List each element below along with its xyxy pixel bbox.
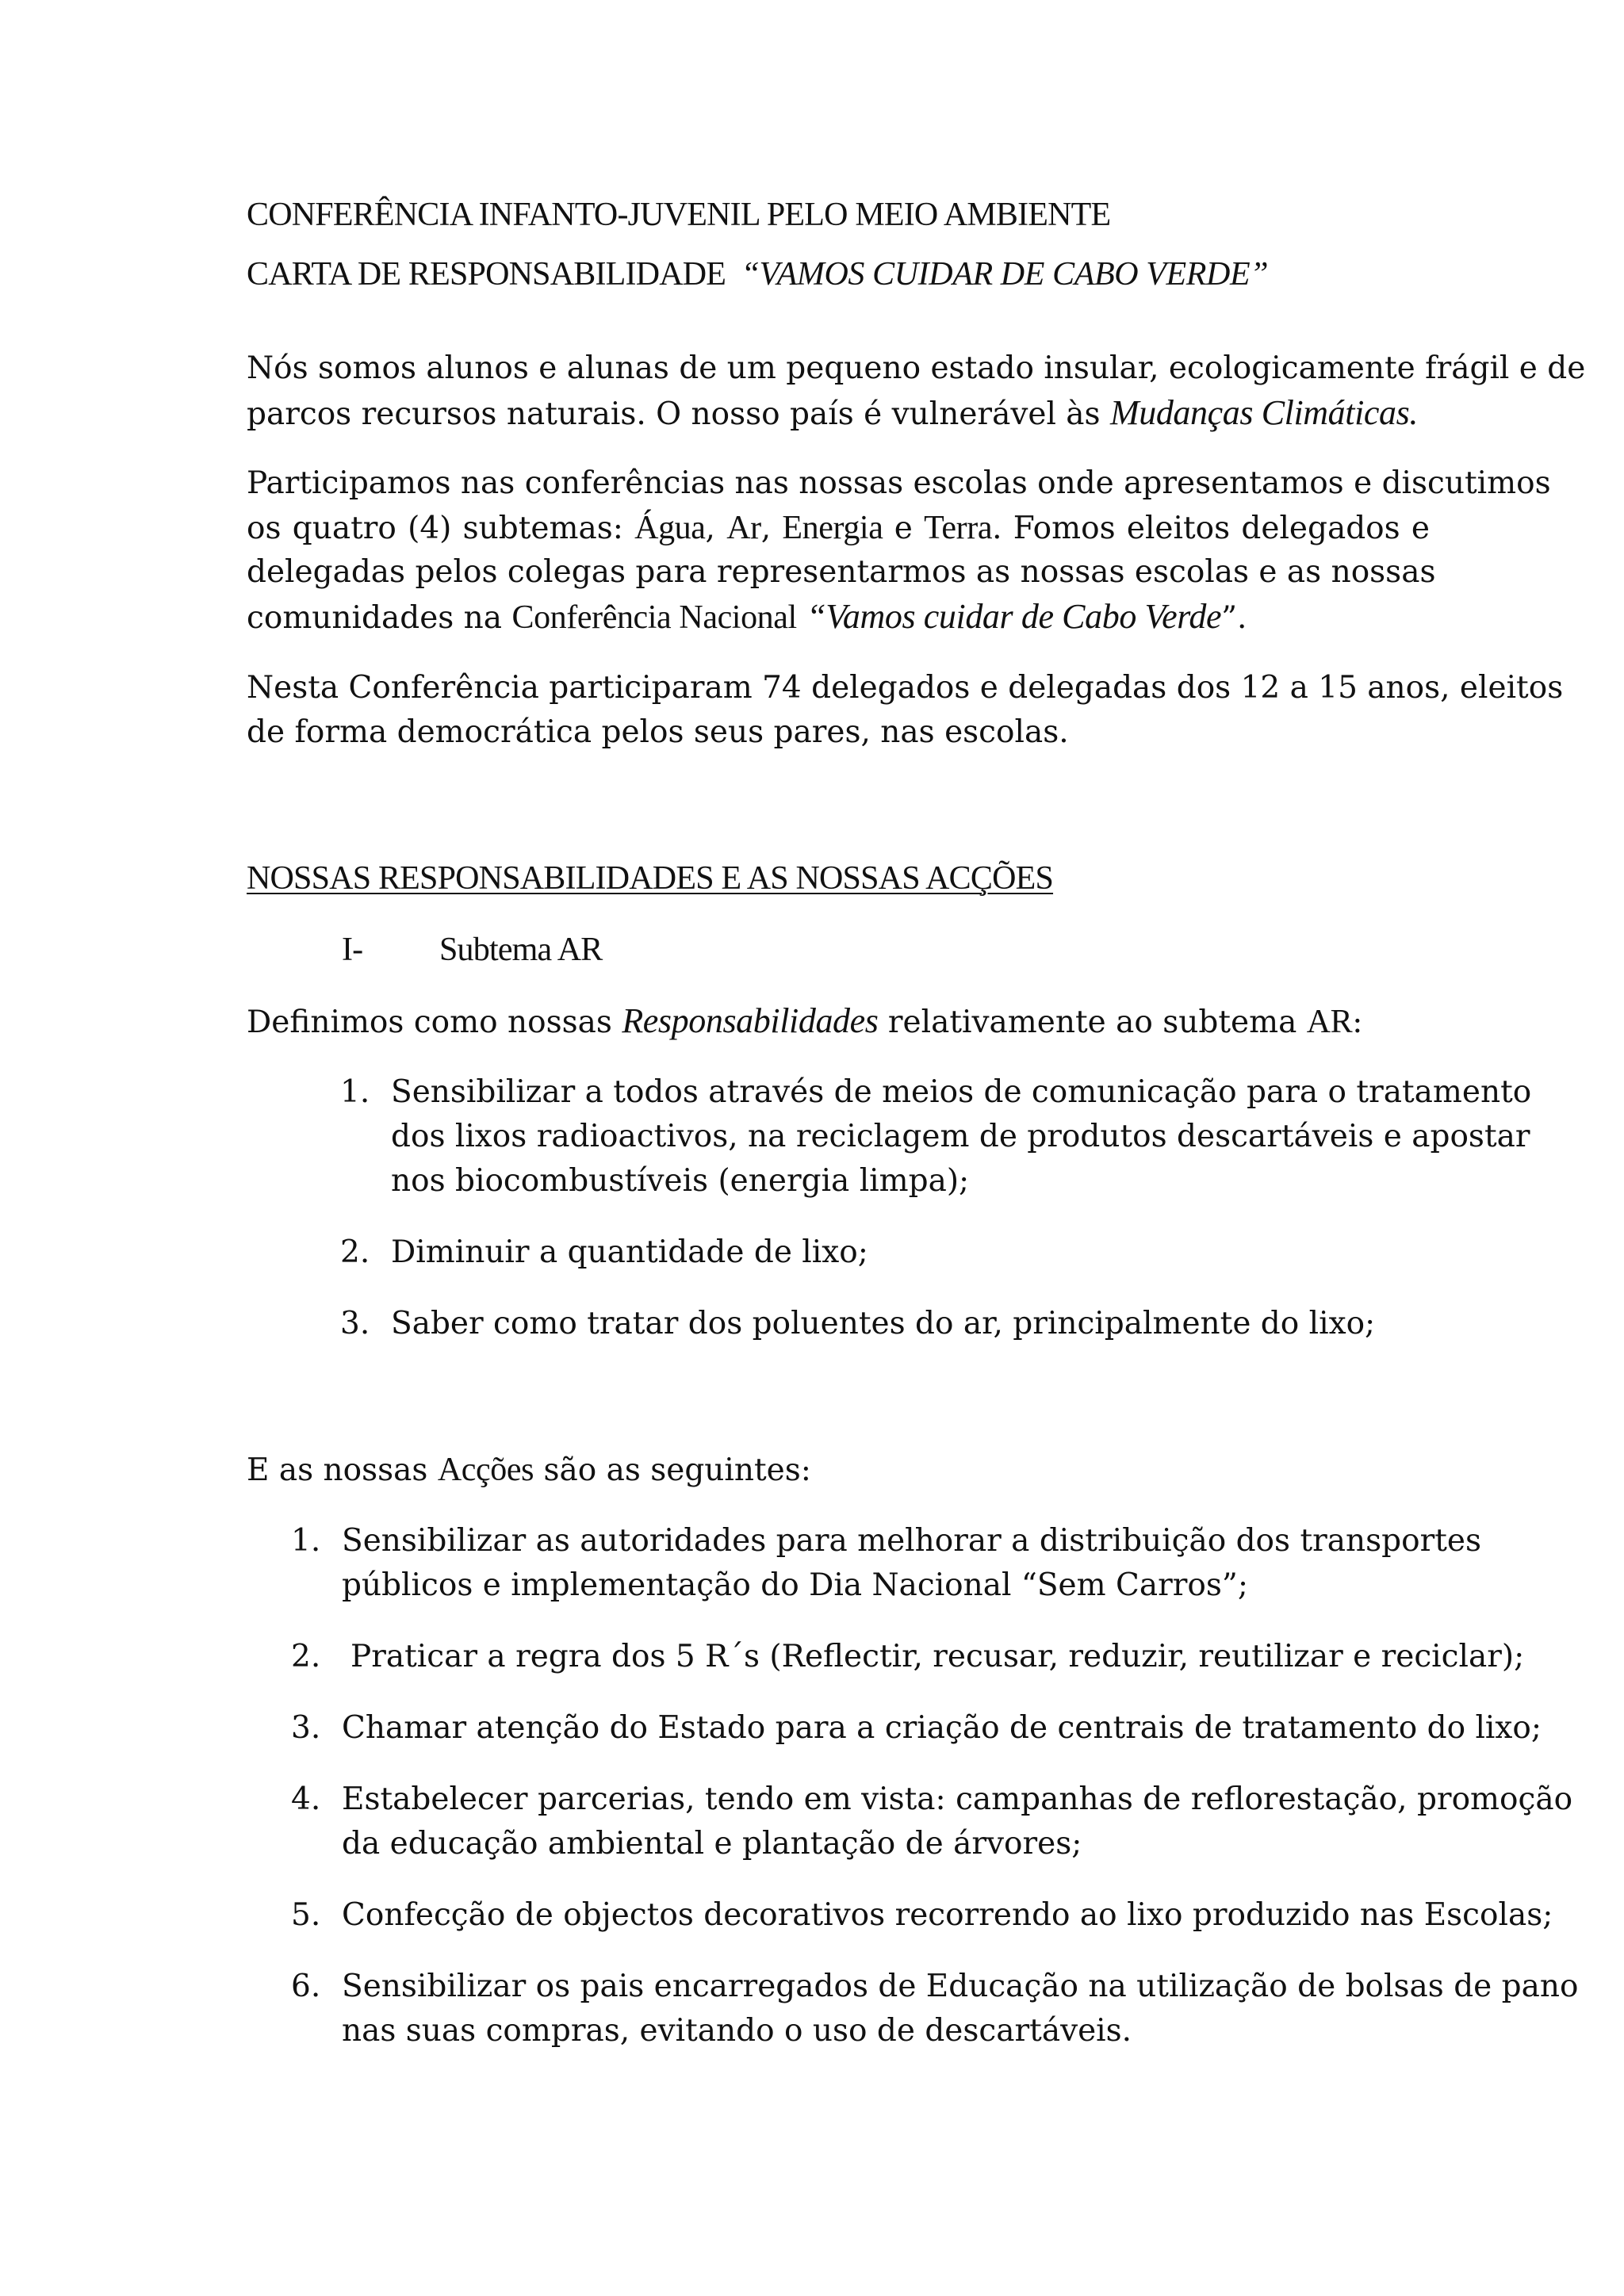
responsibilities-intro <box>247 999 1362 1045</box>
responsibilities-emphasis: Responsabilidades <box>622 1001 879 1040</box>
climate-change-emphasis: Mudanças Climáticas. <box>1109 393 1418 432</box>
intro-p2-line-3: delegadas pelos colegas para representarmos as nossas escolas e as nossas <box>247 554 1436 590</box>
header-campaign-title: “VAMOS CUIDAR DE CABO VERDE” <box>741 256 1269 293</box>
resp-intro-text: Definimos como nossas <box>247 1004 612 1040</box>
intro-p3-line-2: de forma democrática pelos seus pares, nas escolas. <box>247 714 1069 750</box>
resp-intro-text-2: relativamente ao subtema <box>887 1004 1297 1040</box>
subtheme-number: I- <box>342 932 363 968</box>
action-item-4-line-1: Estabelecer parcerias, tendo em vista: campanhas de reflorestação, promoção <box>342 1781 1573 1817</box>
action-item-number: 3. <box>291 1710 321 1746</box>
national-conference: Conferência Nacional <box>511 599 797 636</box>
header-line-2 <box>247 252 1268 297</box>
subtheme-ar-keyword: AR <box>1306 1004 1353 1040</box>
intro-p2-text: comunidades na <box>247 600 503 636</box>
intro-p2-text: os quatro (4) subtemas: <box>247 511 623 546</box>
header-line-1: CONFERÊNCIA INFANTO-JUVENIL PELO MEIO AMBIENTE <box>247 197 1111 233</box>
intro-p2-line-2: os quatro (4) subtemas: Água, Ar, Energia e Terra. Fomos eleitos delegados e <box>247 510 1431 546</box>
resp-item-number: 1. <box>340 1074 370 1110</box>
campaign-name: “Vamos cuidar de Cabo Verde <box>806 597 1222 636</box>
action-item-1-line-1: Sensibilizar as autoridades para melhorar a distribuição dos transportes <box>342 1523 1482 1559</box>
action-item-number: 2. <box>291 1639 321 1674</box>
action-item-number: 5. <box>291 1897 321 1933</box>
action-item-number: 6. <box>291 1969 321 2004</box>
action-item-5-line-1: Confecção de objectos decorativos recorrendo ao lixo produzido nas Escolas; <box>342 1897 1553 1933</box>
intro-p1-line-1: Nós somos alunos e alunas de um pequeno estado insular, ecologicamente frágil e de <box>247 350 1586 386</box>
subtheme-terra: Terra <box>924 510 993 546</box>
resp-item-number: 2. <box>340 1234 370 1270</box>
intro-p3-line-1: Nesta Conferência participaram 74 delegados e delegadas dos 12 a 15 anos, eleitos <box>247 670 1564 706</box>
subtheme-ar: Ar <box>726 510 761 546</box>
actions-intro-text: E as nossas <box>247 1452 428 1488</box>
actions-intro-text-2: são as seguintes: <box>543 1452 811 1488</box>
subtheme-energia: Energia <box>782 510 883 546</box>
action-item-1-line-2: públicos e implementação do Dia Nacional “Sem Carros”; <box>342 1567 1248 1603</box>
header-prefix: CARTA DE RESPONSABILIDADE <box>247 256 726 293</box>
resp-item-number: 3. <box>340 1306 370 1341</box>
subtheme-agua: Água <box>634 510 706 546</box>
intro-p2-text-end: . Fomos eleitos delegados e <box>992 511 1431 546</box>
actions-intro <box>247 1448 811 1493</box>
conjunction: e <box>894 511 913 546</box>
colon: : <box>1352 1004 1363 1040</box>
resp-item-3-line-1: Saber como tratar dos poluentes do ar, principalmente do lixo; <box>391 1306 1376 1341</box>
action-item-3-line-1: Chamar atenção do Estado para a criação de centrais de tratamento do lixo; <box>342 1710 1542 1746</box>
action-item-2-line-1: Praticar a regra dos 5 R´s (Reflectir, recusar, reduzir, reutilizar e reciclar); <box>350 1639 1525 1674</box>
resp-item-2-line-1: Diminuir a quantidade de lixo; <box>391 1234 868 1270</box>
section-title: NOSSAS RESPONSABILIDADES E AS NOSSAS ACÇÕES <box>247 860 1054 897</box>
action-item-4-line-2: da educação ambiental e plantação de árvores; <box>342 1826 1082 1862</box>
intro-p1-text: parcos recursos naturais. O nosso país é vulnerável às <box>247 396 1101 432</box>
resp-item-1-line-1: Sensibilizar a todos através de meios de comunicação para o tratamento <box>391 1074 1532 1110</box>
resp-item-1-line-2: dos lixos radioactivos, na reciclagem de produtos descartáveis e apostar <box>391 1119 1530 1154</box>
action-item-6-line-1: Sensibilizar os pais encarregados de Educação na utilização de bolsas de pano <box>342 1969 1579 2004</box>
action-item-number: 1. <box>291 1523 321 1559</box>
intro-p1-line-2 <box>247 391 1418 437</box>
resp-item-1-line-3: nos biocombustíveis (energia limpa); <box>391 1163 970 1199</box>
actions-keyword: Acções <box>437 1452 534 1488</box>
action-item-6-line-2: nas suas compras, evitando o uso de descartáveis. <box>342 2013 1132 2049</box>
action-item-number: 4. <box>291 1781 321 1817</box>
intro-p2-line-4 <box>247 595 1247 641</box>
subtheme-title: Subtema AR <box>439 932 603 968</box>
intro-p2-line-1: Participamos nas conferências nas nossas escolas onde apresentamos e discutimos <box>247 465 1551 501</box>
quote-end: ”. <box>1221 600 1247 636</box>
